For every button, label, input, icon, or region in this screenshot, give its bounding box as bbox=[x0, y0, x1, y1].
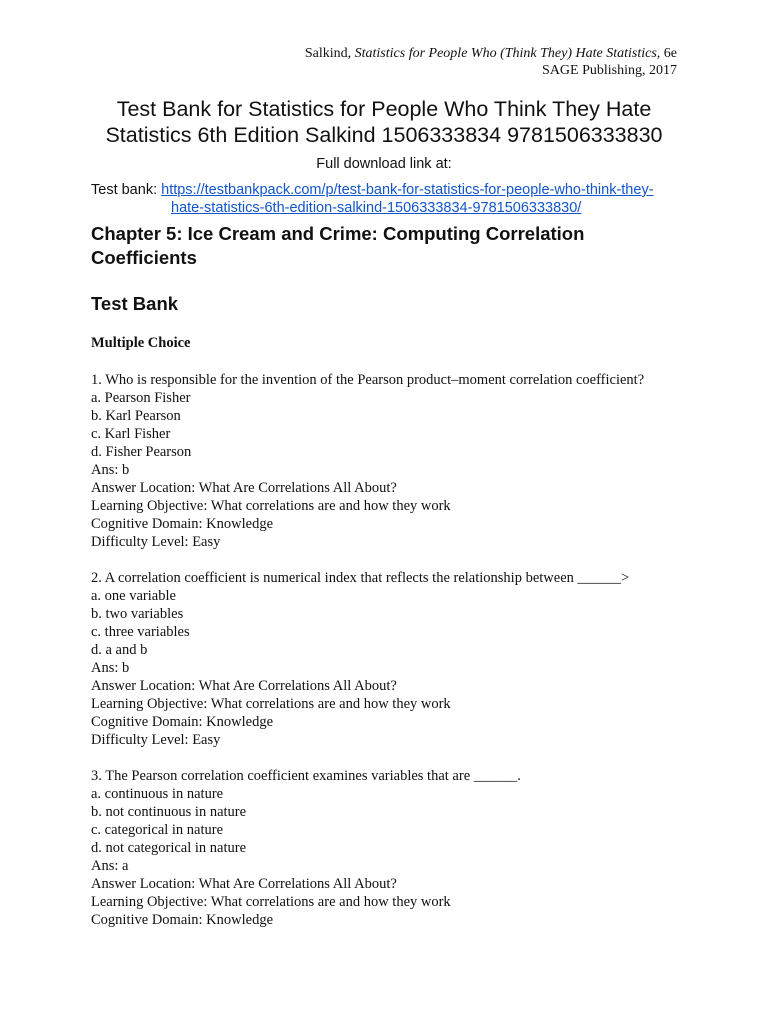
difficulty-level: Difficulty Level: Easy bbox=[91, 534, 221, 550]
header-author: Salkind, bbox=[304, 46, 355, 61]
test-bank-link-part-1[interactable]: https://testbankpack.com/p/test-bank-for-statistics-for-people-who-think-they- bbox=[161, 182, 654, 198]
answer-location: Answer Location: What Are Correlations All About? bbox=[91, 678, 397, 694]
test-bank-link-line bbox=[91, 181, 691, 217]
answer-option: a. continuous in nature bbox=[91, 786, 224, 802]
question-stem: 1. Who is responsible for the invention of the Pearson product–moment correlation coefficient? bbox=[91, 372, 645, 388]
header-edition: , 6e bbox=[656, 46, 677, 61]
cognitive-domain: Cognitive Domain: Knowledge bbox=[91, 912, 274, 928]
question-list bbox=[91, 371, 691, 947]
answer-key: Ans: b bbox=[91, 462, 130, 478]
question-3 bbox=[91, 767, 691, 929]
question-1 bbox=[91, 371, 691, 551]
answer-option: c. categorical in nature bbox=[91, 822, 224, 838]
learning-objective: Learning Objective: What correlations are and how they work bbox=[91, 894, 451, 910]
header-publisher: SAGE Publishing, 2017 bbox=[542, 63, 677, 78]
learning-objective: Learning Objective: What correlations are and how they work bbox=[91, 696, 451, 712]
header-book-title: Statistics for People Who (Think They) Hate Statistics bbox=[354, 46, 657, 61]
answer-option: d. a and b bbox=[91, 642, 148, 658]
header-citation bbox=[305, 45, 677, 62]
learning-objective: Learning Objective: What correlations are and how they work bbox=[91, 498, 451, 514]
answer-option: c. three variables bbox=[91, 624, 190, 640]
answer-option: b. two variables bbox=[91, 606, 184, 622]
page-title-line-1: Test Bank for Statistics for People Who Think They Hate bbox=[116, 97, 652, 121]
section-title: Test Bank bbox=[91, 293, 179, 314]
test-bank-link-part-2[interactable]: hate-statistics-6th-edition-salkind-1506333834-9781506333830/ bbox=[171, 200, 582, 216]
test-bank-link[interactable] bbox=[91, 182, 691, 217]
answer-option: d. not categorical in nature bbox=[91, 840, 247, 856]
answer-option: b. Karl Pearson bbox=[91, 408, 181, 424]
download-label: Full download link at: bbox=[316, 156, 452, 172]
page-title-line-2: Statistics 6th Edition Salkind 1506333834 9781506333830 bbox=[105, 123, 663, 147]
test-bank-prefix: Test bank: bbox=[91, 182, 162, 198]
page-title bbox=[80, 96, 688, 148]
question-stem: 3. The Pearson correlation coefficient examines variables that are ______. bbox=[91, 768, 521, 784]
answer-option: a. Pearson Fisher bbox=[91, 390, 191, 406]
cognitive-domain: Cognitive Domain: Knowledge bbox=[91, 516, 274, 532]
question-stem: 2. A correlation coefficient is numerical index that reflects the relationship between ______> bbox=[91, 570, 630, 586]
answer-location: Answer Location: What Are Correlations All About? bbox=[91, 876, 397, 892]
answer-option: a. one variable bbox=[91, 588, 176, 604]
subsection-title: Multiple Choice bbox=[91, 335, 191, 351]
chapter-title-line-1: Chapter 5: Ice Cream and Crime: Computing Correlation bbox=[91, 223, 585, 244]
answer-option: d. Fisher Pearson bbox=[91, 444, 192, 460]
chapter-title bbox=[91, 222, 691, 270]
answer-location: Answer Location: What Are Correlations All About? bbox=[91, 480, 397, 496]
answer-option: b. not continuous in nature bbox=[91, 804, 247, 820]
chapter-title-line-2: Coefficients bbox=[91, 247, 197, 268]
difficulty-level: Difficulty Level: Easy bbox=[91, 732, 221, 748]
running-header bbox=[305, 45, 677, 79]
question-2 bbox=[91, 569, 691, 749]
answer-option: c. Karl Fisher bbox=[91, 426, 171, 442]
cognitive-domain: Cognitive Domain: Knowledge bbox=[91, 714, 274, 730]
answer-key: Ans: b bbox=[91, 660, 130, 676]
answer-key: Ans: a bbox=[91, 858, 129, 874]
